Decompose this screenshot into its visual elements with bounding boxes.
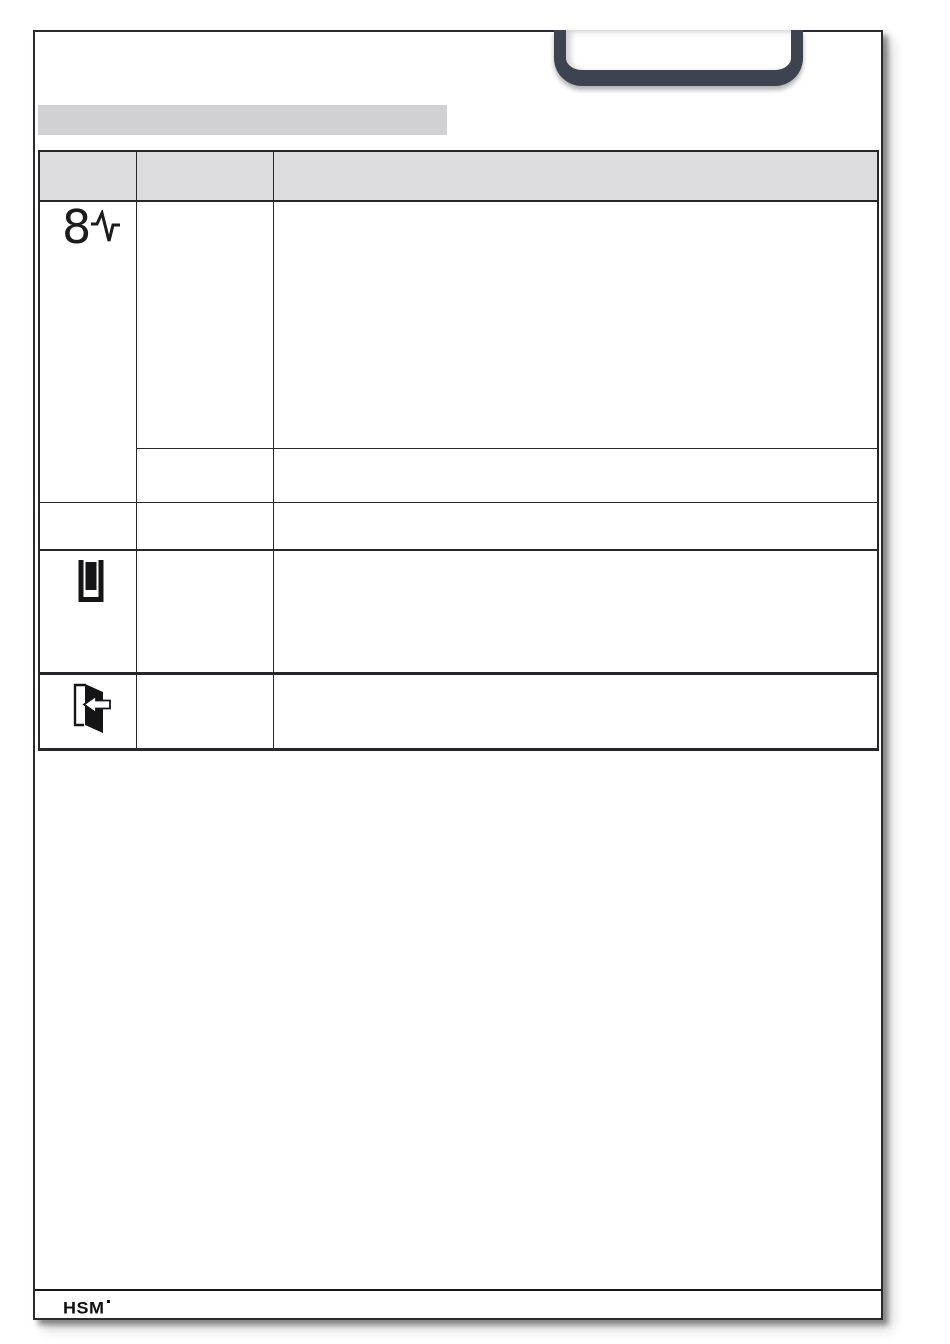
document-page	[33, 30, 883, 1320]
top-tab-notch	[554, 30, 803, 86]
cause-cell	[136, 503, 273, 551]
remedy-cell	[273, 201, 878, 449]
symbol-cell	[39, 550, 136, 674]
footer-divider	[35, 1289, 881, 1291]
remedy-cell	[273, 449, 878, 503]
symbol-cell	[39, 503, 136, 551]
header-cell-symbol	[39, 151, 136, 201]
heading-placeholder-bar	[38, 105, 447, 135]
remedy-cell	[273, 674, 878, 750]
remedy-cell	[273, 503, 878, 551]
symbol-cell	[39, 674, 136, 750]
brand-text: HSM	[63, 1298, 105, 1318]
cause-cell	[136, 550, 273, 674]
table-row	[39, 449, 878, 503]
hsm-logo	[63, 1298, 110, 1319]
trademark-dot-icon	[107, 1300, 110, 1303]
table-row	[39, 503, 878, 551]
table-row	[39, 550, 878, 674]
bin-full-icon	[76, 560, 106, 604]
pulse-line-icon	[90, 210, 124, 250]
table-row	[39, 201, 878, 449]
troubleshooting-table	[38, 150, 879, 751]
cause-cell	[136, 201, 273, 449]
header-cell-remedy	[273, 151, 878, 201]
door-open-icon	[71, 683, 113, 735]
table-row	[39, 674, 878, 750]
cause-cell	[136, 449, 273, 503]
cause-cell	[136, 674, 273, 750]
table-header-row	[39, 151, 878, 201]
symbol-cell	[39, 201, 136, 503]
malfunction-pulse-icon	[40, 201, 136, 254]
remedy-cell	[273, 550, 878, 674]
header-cell-cause	[136, 151, 273, 201]
malfunction-digit: 8	[62, 201, 92, 254]
